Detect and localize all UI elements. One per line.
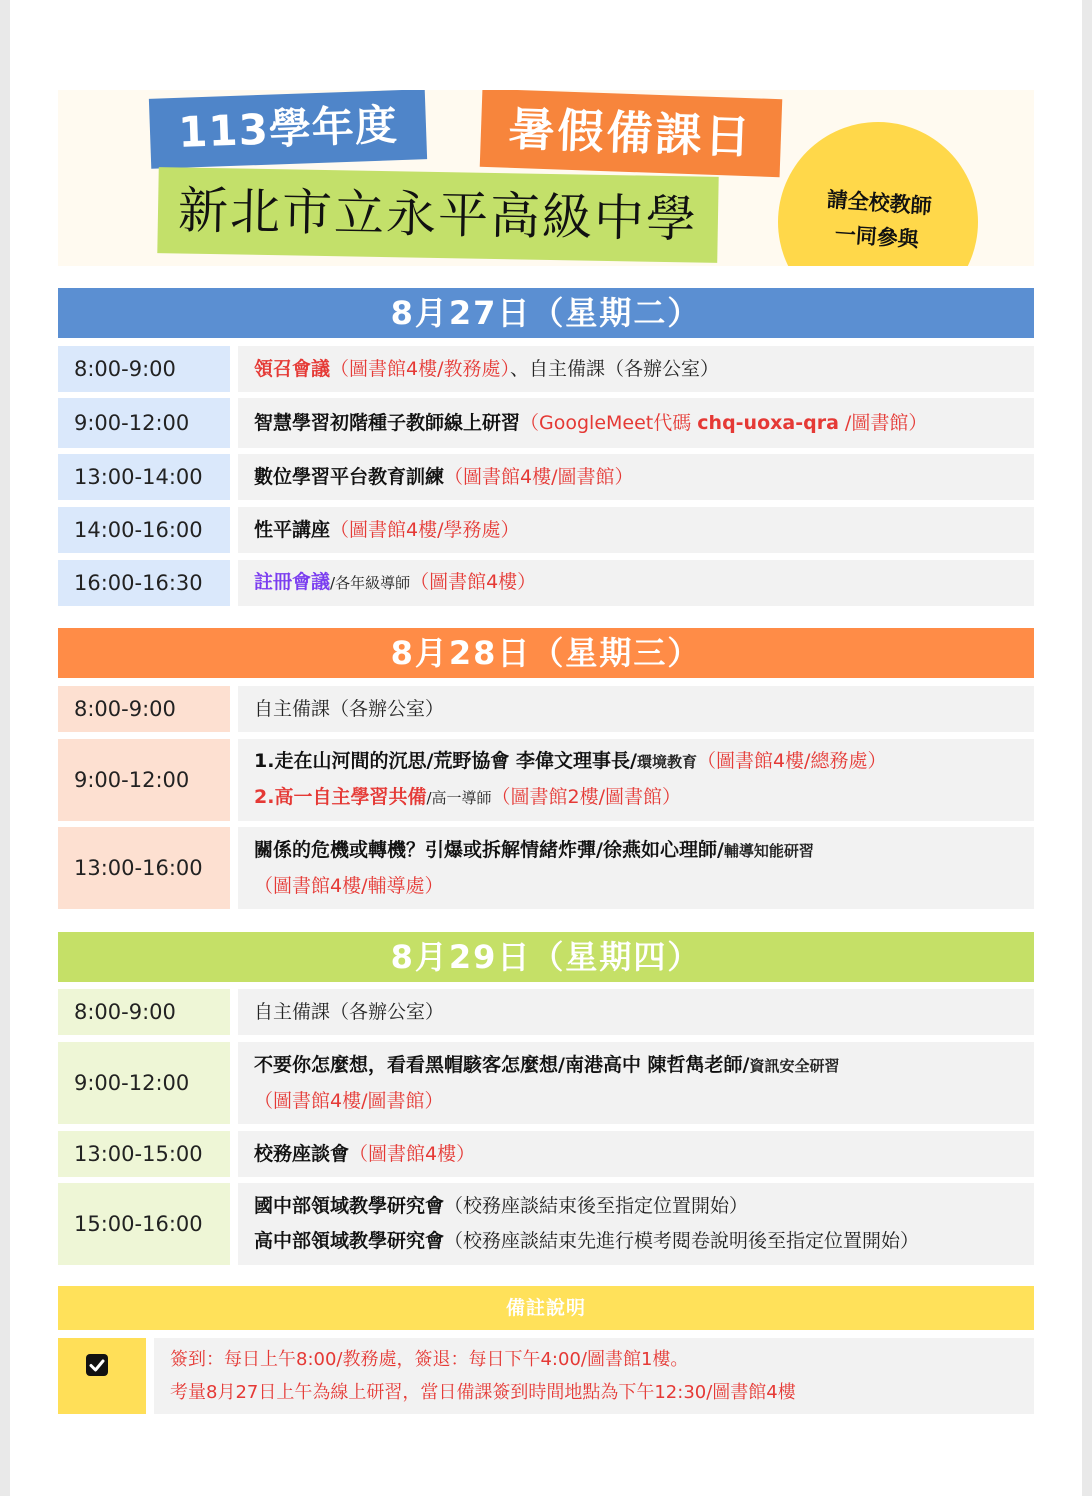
event-audience: /各年級導師 bbox=[330, 574, 411, 592]
table-row bbox=[58, 507, 1034, 553]
meet-code: chq-uoxa-qra bbox=[697, 411, 839, 434]
event-location: （圖書館4樓/圖書館） bbox=[254, 1089, 444, 1112]
time-cell: 13:00-14:00 bbox=[58, 454, 230, 500]
notes-check-cell bbox=[58, 1338, 146, 1414]
invite-line-1: 請全校教師 bbox=[825, 187, 933, 219]
invite-text bbox=[796, 181, 960, 260]
table-row bbox=[58, 454, 1034, 500]
table-row bbox=[58, 1042, 1034, 1124]
time-cell: 9:00-12:00 bbox=[58, 398, 230, 448]
table-row bbox=[58, 346, 1034, 392]
content-cell bbox=[238, 1183, 1034, 1265]
table-row bbox=[58, 686, 1034, 732]
event-title: 校務座談會 bbox=[254, 1142, 350, 1165]
time-cell: 14:00-16:00 bbox=[58, 507, 230, 553]
time-cell: 8:00-9:00 bbox=[58, 346, 230, 392]
event-extra: 、自主備課（各辦公室） bbox=[510, 357, 720, 380]
event-title: 高中部領域教學研究會 bbox=[254, 1230, 445, 1252]
event-location: （圖書館4樓） bbox=[410, 571, 537, 593]
content-cell bbox=[238, 560, 1034, 606]
event-location: （圖書館4樓/圖書館） bbox=[444, 465, 634, 488]
header-banner bbox=[58, 90, 1034, 266]
event-title: 智慧學習初階種子教師線上研習 bbox=[254, 411, 521, 434]
event-category: 輔導知能研習 bbox=[723, 841, 814, 860]
time-cell: 13:00-16:00 bbox=[58, 827, 230, 909]
time-cell: 13:00-15:00 bbox=[58, 1131, 230, 1177]
event-note: （校務座談結束先進行模考閱卷說明後至指定位置開始） bbox=[444, 1230, 920, 1252]
event-category: 環境教育 bbox=[636, 753, 697, 771]
table-row bbox=[58, 739, 1034, 821]
invite-line-2: 一同參與 bbox=[834, 222, 920, 252]
content-cell bbox=[238, 686, 1034, 732]
event-location: （圖書館2樓/圖書館） bbox=[491, 786, 682, 808]
table-row bbox=[58, 827, 1034, 909]
event-title: 數位學習平台教育訓練 bbox=[254, 465, 445, 488]
event-note: （校務座談結束後至指定位置開始） bbox=[444, 1195, 749, 1217]
time-cell: 9:00-12:00 bbox=[58, 1042, 230, 1124]
event-tag: 暑假備課日 bbox=[480, 90, 783, 177]
event-title: 性平講座 bbox=[254, 518, 331, 541]
notes-header: 備註說明 bbox=[58, 1286, 1034, 1330]
time-cell: 8:00-9:00 bbox=[58, 686, 230, 732]
content-cell bbox=[238, 739, 1034, 821]
content-cell bbox=[238, 1042, 1034, 1124]
event-location: （圖書館4樓/輔導處） bbox=[254, 874, 444, 897]
table-row bbox=[58, 398, 1034, 448]
note-line-2: 考量8月27日上午為線上研習，當日備課簽到時間地點為下午12:30/圖書館4樓 bbox=[170, 1382, 796, 1403]
content-cell bbox=[238, 454, 1034, 500]
event-title: 註冊會議 bbox=[254, 571, 331, 593]
table-row bbox=[58, 1131, 1034, 1177]
event-title: 關係的危機或轉機？引爆或拆解情緒炸彈/徐燕如心理師/ bbox=[254, 838, 724, 861]
event-title: 2.高一自主學習共備 bbox=[254, 786, 427, 808]
table-row bbox=[58, 1183, 1034, 1265]
event-title: 國中部領域教學研究會 bbox=[254, 1195, 445, 1217]
time-cell: 16:00-16:30 bbox=[58, 560, 230, 606]
event-title: 自主備課（各辦公室） bbox=[254, 697, 445, 720]
day-2-header: 8月28日（星期三） bbox=[58, 628, 1034, 678]
content-cell bbox=[238, 398, 1034, 448]
content-cell bbox=[238, 1131, 1034, 1177]
event-title: 自主備課（各辦公室） bbox=[254, 1000, 445, 1023]
event-title: 不要你怎麼想，看看黑帽駭客怎麼想/南港高中 陳哲雋老師/ bbox=[254, 1053, 750, 1076]
year-tag: 113學年度 bbox=[149, 90, 427, 169]
event-title: 領召會議 bbox=[254, 357, 331, 380]
event-audience: /高一導師 bbox=[426, 789, 492, 807]
document-page bbox=[10, 0, 1082, 1496]
content-cell bbox=[238, 989, 1034, 1035]
event-title: 1.走在山河間的沉思/荒野協會 李偉文理事長/ bbox=[254, 750, 637, 772]
table-row bbox=[58, 989, 1034, 1035]
time-cell: 15:00-16:00 bbox=[58, 1183, 230, 1265]
event-location: （圖書館4樓/總務處） bbox=[696, 750, 887, 772]
time-cell: 8:00-9:00 bbox=[58, 989, 230, 1035]
content-cell bbox=[238, 507, 1034, 553]
day-1-header: 8月27日（星期二） bbox=[58, 288, 1034, 338]
school-name: 新北市立永平高級中學 bbox=[157, 167, 718, 263]
checkbox-checked-icon bbox=[86, 1354, 108, 1376]
table-row bbox=[58, 560, 1034, 606]
day-3-header: 8月29日（星期四） bbox=[58, 932, 1034, 982]
event-category: 資訊安全研習 bbox=[749, 1056, 840, 1075]
event-location: （圖書館4樓） bbox=[349, 1142, 476, 1165]
notes-body bbox=[154, 1338, 1034, 1414]
content-cell bbox=[238, 827, 1034, 909]
content-cell bbox=[238, 346, 1034, 392]
time-cell: 9:00-12:00 bbox=[58, 739, 230, 821]
event-location: （GoogleMeet代碼 bbox=[520, 411, 698, 434]
note-line-1: 簽到：每日上午8:00/教務處，簽退：每日下午4:00/圖書館1樓。 bbox=[170, 1349, 689, 1370]
event-location: （圖書館4樓/學務處） bbox=[330, 518, 520, 541]
event-location: （圖書館4樓/教務處） bbox=[330, 357, 511, 380]
event-location-end: /圖書館） bbox=[838, 411, 928, 434]
